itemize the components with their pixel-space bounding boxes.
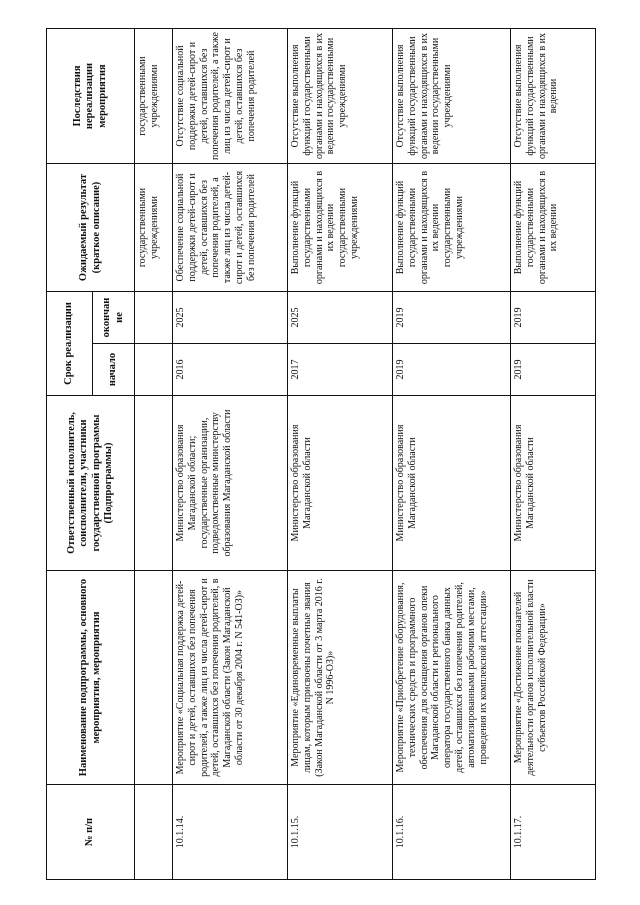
cell-result: государственными учреждениями [135, 164, 173, 292]
cell-num: 10.1.14. [173, 785, 288, 880]
cell-result: Выполнение функций государственными органами и находящихся в их ведении государственными учреждениями [393, 164, 511, 292]
table-row [393, 29, 511, 880]
header-consequences: Последствия нереализации мероприятия [47, 29, 135, 164]
table-row [511, 29, 596, 880]
header-name: Наименование подпрограммы, основного мероприятия, мероприятия [47, 571, 135, 785]
cell-name [135, 571, 173, 785]
cell-num [135, 785, 173, 880]
cell-end: 2025 [173, 292, 288, 344]
cell-start: 2016 [173, 344, 288, 396]
cell-consequences: государственными учреждениями [135, 29, 173, 164]
cell-name: Мероприятие «Единовременные выплаты лицам, которым присвоены почетные звания (Закон Магаданской области от 3 марта 2016 г. N 1996-ОЗ)» [288, 571, 393, 785]
cell-start: 2019 [393, 344, 511, 396]
program-activities-table [46, 28, 596, 880]
cell-executor [135, 396, 173, 571]
cell-consequences: Отсутствие выполнения функций государственными органами и находящихся в их ведении государственными учреждениями [288, 29, 393, 164]
cell-consequences: Отсутствие выполнения функций государственными органами и находящихся в их ведении [511, 29, 596, 164]
header-result: Ожидаемый результат (краткое описание) [47, 164, 135, 292]
cell-result: Выполнение функций государственными органами и находящихся в их ведении государственными учреждениями [288, 164, 393, 292]
header-end: окончание [93, 292, 135, 344]
cell-num: 10.1.16. [393, 785, 511, 880]
cell-executor: Министерство образования Магаданской области; государственные организации, подведомственные министерству образования Магаданской области [173, 396, 288, 571]
cell-end: 2025 [288, 292, 393, 344]
header-start: начало [93, 344, 135, 396]
cell-start: 2017 [288, 344, 393, 396]
table-row [173, 29, 288, 880]
cell-executor: Министерство образования Магаданской области [393, 396, 511, 571]
cell-result: Выполнение функций государственными органами и находящихся в их ведении [511, 164, 596, 292]
header-num: № п/п [47, 785, 135, 880]
cell-start: 2019 [511, 344, 596, 396]
cell-executor: Министерство образования Магаданской области [511, 396, 596, 571]
header-executor: Ответственный исполнитель, соисполнители, участники государственной программы (Подпрограммы) [47, 396, 135, 571]
table-row-continuation [135, 29, 173, 880]
cell-end: 2019 [511, 292, 596, 344]
cell-end: 2019 [393, 292, 511, 344]
header-row [47, 29, 93, 880]
cell-executor: Министерство образования Магаданской области [288, 396, 393, 571]
cell-name: Мероприятие «Достижение показателей деятельности органов исполнительной власти субъектов Российской Федерации» [511, 571, 596, 785]
cell-name: Мероприятие «Приобретение оборудования, технических средств и программного обеспечения для оснащения органов опеки Магаданской области и регионального оператора государственного банка данных детей, оставшихся без попечения родителей, автоматизированными рабочими местами, проведения их комплексной аттестации» [393, 571, 511, 785]
cell-consequences: Отсутствие социальной поддержки детей-сирот и детей, оставшихся без попечения родителей, а также лиц из числа детей-сирот и детей, оставшихся без попечения родителей [173, 29, 288, 164]
cell-end [135, 292, 173, 344]
rotated-page [46, 29, 595, 880]
header-period: Срок реализации [47, 292, 93, 396]
table-row [288, 29, 393, 880]
cell-num: 10.1.15. [288, 785, 393, 880]
cell-result: Обеспечение социальной поддержки детей-сирот и детей, оставшихся без попечения родителей, а также лиц из числа детей-сирот и детей, оставшихся без попечения родителей [173, 164, 288, 292]
cell-consequences: Отсутствие выполнения функций государственными органами и находящихся в их ведении государственными учреждениями [393, 29, 511, 164]
cell-start [135, 344, 173, 396]
cell-num: 10.1.17. [511, 785, 596, 880]
cell-name: Мероприятие «Социальная поддержка детей-сирот и детей, оставшихся без попечения родителей, а также лиц из числа детей-сирот и детей, оставшихся без попечения родителей, в Магаданской области (Закон Магаданской области от 30 декабря 2004 г. N 541-ОЗ)» [173, 571, 288, 785]
